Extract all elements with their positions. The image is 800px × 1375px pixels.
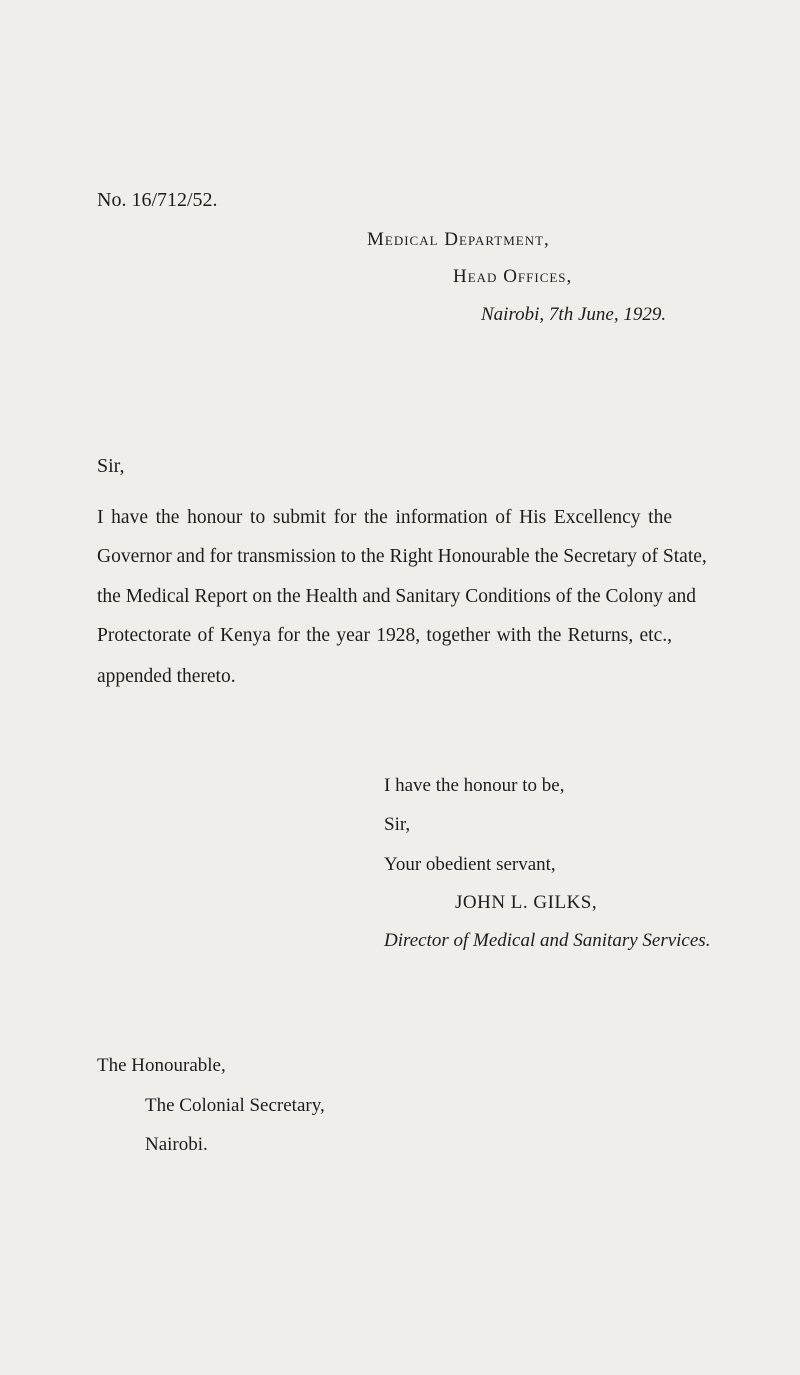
office-heading: Head Offices, xyxy=(453,266,573,287)
closing-line-3: Your obedient servant, xyxy=(384,854,556,875)
body-line-3: the Medical Report on the Health and Sanitary Conditions of the Colony and xyxy=(97,586,696,607)
body-line-5: appended thereto. xyxy=(97,666,236,687)
body-line-1: I have the honour to submit for the information of His Excellency the xyxy=(97,507,672,528)
addressee-line-1: The Honourable, xyxy=(97,1055,226,1076)
body-line-2: Governor and for transmission to the Right Honourable the Secretary of State, xyxy=(97,546,707,567)
place-date: Nairobi, 7th June, 1929. xyxy=(481,304,667,325)
addressee-line-2: The Colonial Secretary, xyxy=(145,1095,325,1116)
salutation: Sir, xyxy=(97,455,125,477)
addressee-line-3: Nairobi. xyxy=(145,1134,208,1155)
body-line-4: Protectorate of Kenya for the year 1928, together with the Returns, etc., xyxy=(97,625,672,646)
department-heading: Medical Department, xyxy=(367,229,550,250)
closing-line-2: Sir, xyxy=(384,814,411,835)
closing-line-1: I have the honour to be, xyxy=(384,775,565,796)
signatory-name: JOHN L. GILKS, xyxy=(455,892,598,913)
reference-number: No. 16/712/52. xyxy=(97,189,218,211)
signatory-title: Director of Medical and Sanitary Services. xyxy=(384,930,711,951)
